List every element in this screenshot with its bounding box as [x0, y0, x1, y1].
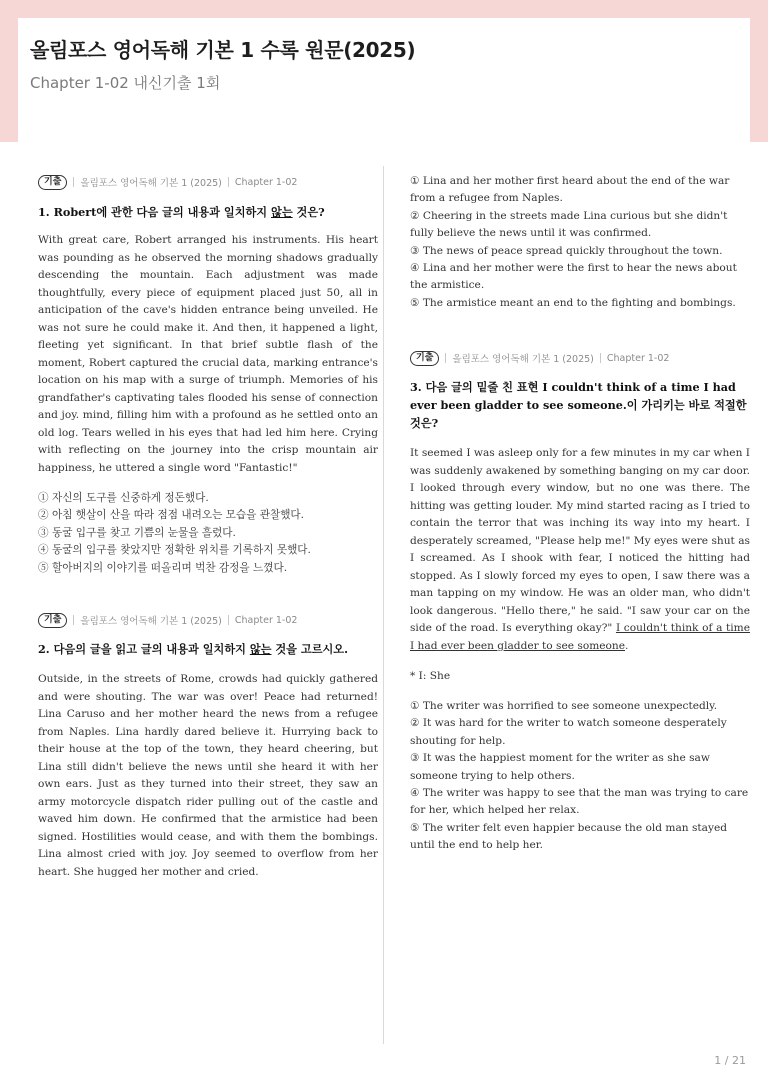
chapter-label: Chapter 1-02 [234, 614, 298, 626]
exam-tag: 기출 [38, 175, 67, 190]
option: ⑤ The writer felt even happier because the old man stayed until the end to help her. [410, 821, 728, 852]
book-label: 올림포스 영어독해 기본 1 (2025) [80, 616, 222, 627]
option: ④ Lina and her mother were the first to hear the news about the armistice. [410, 262, 737, 292]
option: ② Cheering in the streets made Lina curious but she didn't fully believe the news until it was confirmed. [410, 209, 728, 240]
passage: With great care, Robert arranged his instruments. His heart was pounding as he observed the morning shadows gradually descending the mountain. Each adjustment was made thoughtfully, every piece of equipment placed just 50, all in anticipation of the cave's hidden entrance being unveiled. He was not sure he could make it. And then, it happened a light, fleeting yet significant. In that brief subtle flash of the moment, Robert captured the crucial data, marking entrance's location on his map with a surge of triumph. Memories of his grandfather's captivating tales flooded his sense of connection and joy. mind, filling him with a profound as he settled onto an old log. Tears welled in his eyes that had led him here. Crying with reflecting on the journey into the crisp mountain air happiness, he uttered a single word "Fantastic!" [38, 234, 378, 474]
question-title: 3. 다음 글의 밑줄 친 표현 I couldn't think of a time I had ever been gladder to see someone.이 가리키는 바로 적절한 것은? [410, 380, 747, 430]
option: ③ It was the happiest moment for the writer as she saw someone trying to help others. [410, 752, 710, 782]
option: ③ 동굴 입구를 찾고 기쁨의 눈물을 흘렸다. [38, 526, 236, 539]
option: ① 자신의 도구를 신중하게 정돈했다. [38, 492, 209, 504]
meta-separator [73, 177, 74, 187]
option: ② It was hard for the writer to watch someone desperately shouting for help. [410, 717, 727, 747]
answer-options [410, 698, 750, 855]
option: ⑤ The armistice meant an end to the fighting and bombings. [410, 296, 736, 309]
question-1 [38, 174, 378, 577]
page-number: 1 / 21 [714, 1054, 746, 1067]
chapter-label: Chapter 1-02 [606, 352, 670, 364]
question-title: 2. 다음의 글을 읽고 글의 내용과 일치하지 않는 것을 고르시오. [38, 642, 349, 656]
question-meta [410, 350, 750, 366]
option: ④ 동굴의 입구를 찾았지만 정확한 위치를 기록하지 못했다. [38, 544, 311, 557]
option: ⑤ 할아버지의 이야기를 떠올리며 벅찬 감정을 느꼈다. [38, 561, 288, 574]
question-2 [38, 612, 378, 881]
book-label: 올림포스 영어독해 기본 1 (2025) [452, 354, 594, 365]
question-meta [38, 174, 378, 190]
footnote: * I: She [410, 670, 451, 682]
answer-options [38, 490, 378, 577]
question-2-options [410, 173, 750, 312]
meta-separator [228, 615, 229, 625]
passage: It seemed I was asleep only for a few minutes in my car when I was suddenly awakened by something banging on my car door. I looked through every window, but no one was there. The hitting was getting louder. My mind started racing as I tried to contain the terror that was inching its way into my heart. I desperately screamed, "Please help me!" My eyes were shut as I screamed. As I shook with fear, I noticed the hitting had stopped. As I slowly forced my eyes to open, I saw there was a man tapping on my window. He was an older man, who didn't look dangerous. "Hello there," he said. "I saw your car on the side of the road. Is everything okay?" I couldn't think of a time I had ever been gladder to see someone. [410, 447, 751, 652]
question-3 [410, 350, 750, 855]
option: ① The writer was horrified to see someone unexpectedly. [410, 700, 718, 712]
meta-separator [228, 177, 229, 187]
column-divider [383, 166, 384, 1044]
passage: Outside, in the streets of Rome, crowds had quickly gathered and were shouting. The war was over! Peace had returned! Lina Caruso and her mother heard the news from a refugee from Naples. Lina hardly dared believe it. Hurrying back to their house at the top of the town, they heard cheering, but Lina still didn't believe the news until she heard it with her own ears. Just as they turned into their street, they saw an army motorcycle dispatch rider pulling out of the castle and waved him down. He confirmed that the armistice had been signed. Hostilities would cease, and with them the bombings. Lina almost cried with joy. Joy seemed to overflow from her heart. She hugged her mother and cried. [38, 673, 378, 878]
exam-tag: 기출 [38, 613, 67, 628]
meta-separator [445, 353, 446, 363]
option: ③ The news of peace spread quickly throughout the town. [410, 244, 723, 257]
exam-tag: 기출 [410, 351, 439, 366]
question-meta [38, 612, 378, 628]
question-title: 1. Robert에 관한 다음 글의 내용과 일치하지 않는 것은? [38, 205, 325, 219]
answer-options [410, 173, 750, 312]
meta-separator [73, 615, 74, 625]
option: ② 아침 햇살이 산을 따라 점점 내려오는 모습을 관찰했다. [38, 509, 305, 522]
underlined-phrase: I couldn't think of a time I had ever been gladder to see someone [410, 622, 751, 652]
option: ④ The writer was happy to see that the man was trying to care for her, which helped her relax. [410, 787, 749, 817]
book-label: 올림포스 영어독해 기본 1 (2025) [80, 178, 222, 189]
page-title: 올림포스 영어독해 기본 1 수록 원문(2025) [30, 38, 416, 62]
chapter-label: Chapter 1-02 [234, 176, 298, 188]
option: ① Lina and her mother first heard about the end of the war from a refugee from Naples. [410, 175, 730, 205]
page-subtitle: Chapter 1-02 내신기출 1회 [30, 74, 221, 92]
meta-separator [600, 353, 601, 363]
